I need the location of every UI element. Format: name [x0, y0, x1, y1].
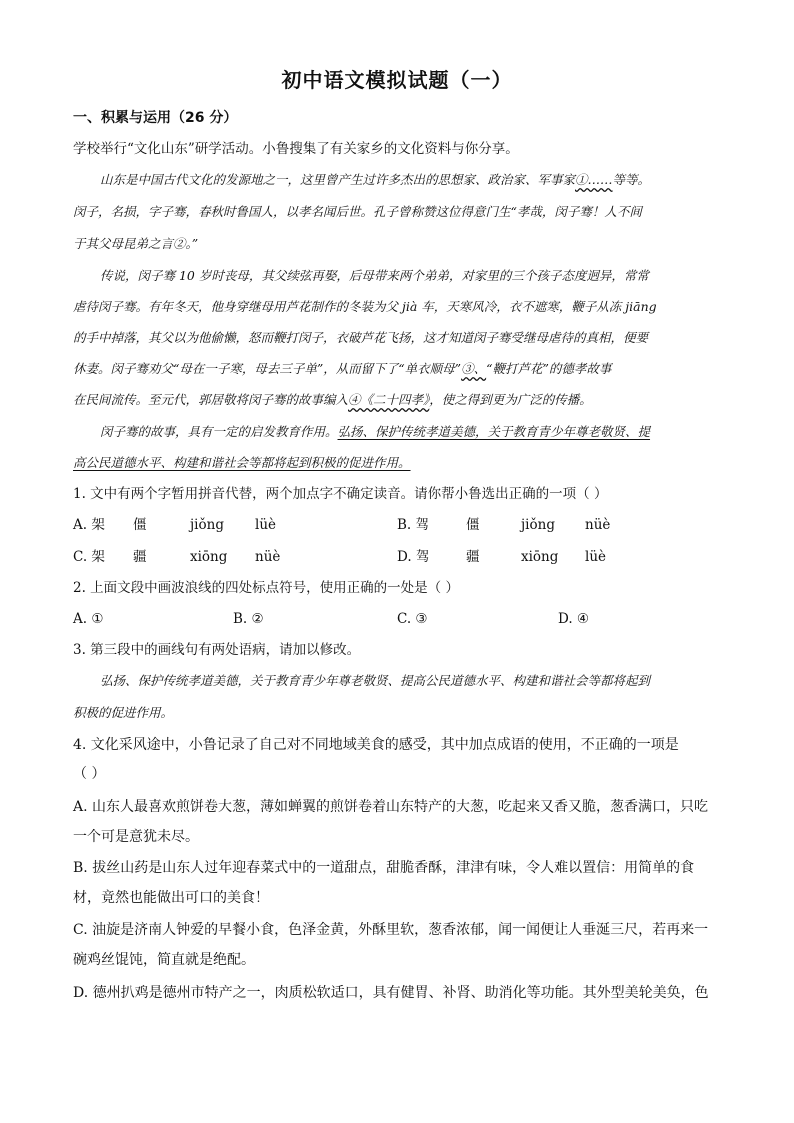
question-2-option-a: A. ①: [73, 611, 104, 627]
underlined-sentence: 高公民道德水平、构建和谐社会等都将起到积极的促进作用。: [73, 455, 411, 470]
question-3-stem: 3. 第三段中的画线句有两处语病，请加以修改。: [73, 642, 361, 658]
question-4-option-a: A. 山东人最喜欢煎饼卷大葱，薄如蝉翼的煎饼卷着山东特产的大葱，吃起来又香又脆，葱香满口，只吃: [73, 799, 709, 815]
question-2-option-d: D. ④: [558, 611, 590, 627]
question-2-stem: 2. 上面文段中画波浪线的四处标点符号，使用正确的一处是（ ）: [73, 580, 459, 596]
question-2-option-b: B. ②: [233, 611, 264, 627]
intro-text: 学校举行“文化山东”研学活动。小鲁搜集了有关家乡的文化资料与你分享。: [73, 141, 519, 157]
section-heading: 一、积累与运用（26 分）: [73, 110, 238, 126]
question-4-option-b: B. 拔丝山药是山东人过年迎春菜式中的一道甜点，甜脆香酥，津津有味，令人难以置信：用简单的食: [73, 860, 695, 876]
passage-line: 的手中掉落，其父以为他偷懒，怒而鞭打闵子，衣破芦花飞扬，这才知道闵子骞受继母虐待的真相，便要: [73, 330, 649, 345]
question-4-stem: 4. 文化采风途中，小鲁记录了自己对不同地域美食的感受，其中加点成语的使用，不正确的一项是: [73, 737, 679, 753]
passage-line: 闵子，名损，字子骞，春秋时鲁国人，以孝名闻后世。孔子曾称赞这位得意门生“孝哉，闵子骞！人不间: [73, 204, 642, 219]
wavy-punct-3: ③、: [461, 361, 487, 376]
passage-line: 于其父母昆弟之言②。”: [73, 236, 199, 251]
passage-line: 传说，闵子骞 10 岁时丧母，其父续弦再娶，后母带来两个弟弟，对家里的三个孩子态度迥异，常常: [100, 268, 649, 283]
question-4-stem: （ ）: [73, 766, 106, 782]
question-1-stem: 1. 文中有两个字暂用拼音代替，两个加点字不确定读音。请你帮小鲁选出正确的一项（ ）: [73, 486, 608, 502]
passage-line: 休妻。闵子骞劝父“母在一子寒，母去三子单”，从而留下了“单衣顺母”③、“鞭打芦花”的德孝故事: [73, 361, 612, 376]
wavy-punct-4: ④《二十四孝》: [348, 392, 430, 407]
page-title: 初中语文模拟试题（一）: [281, 68, 513, 92]
question-4-option-a-cont: 一个可是意犹未尽。: [73, 829, 199, 845]
question-2-option-c: C. ③: [397, 611, 428, 627]
question-4-option-c: C. 油旋是济南人钟爱的早餐小食，色泽金黄，外酥里软，葱香浓郁，闻一闻便让人垂涎三尺，若再来一: [73, 922, 709, 938]
passage-line: 山东是中国古代文化的发源地之一，这里曾产生过许多杰出的思想家、政治家、军事家①……等等。: [100, 172, 651, 187]
wavy-punct-1: ①……: [575, 172, 613, 187]
underlined-sentence: 弘扬、保护传统孝道美德，关于教育青少年尊老敬贤、提: [337, 424, 651, 439]
question-3-quote: 弘扬、保护传统孝道美德，关于教育青少年尊老敬贤、提高公民道德水平、构建和谐社会等都将起到: [100, 673, 651, 688]
exam-page: 初中语文模拟试题（一） 一、积累与运用（26 分） 学校举行“文化山东”研学活动。小鲁搜集了有关家乡的文化资料与你分享。 山东是中国古代文化的发源地之一，这里曾产生过许多杰出的思想家、政治家、军事家①……等等。 闵子，名损，字子骞，春秋时鲁国人，以孝名闻后世。孔子曾称赞这位得意门生“孝哉，闵子骞！人不间 于其父母昆弟之言②。” 传说，闵子骞 10 岁时丧母，其父续弦再娶，后母带来两个弟弟，对家里的三个孩子态度迥异，常常 虐待闵子骞。有年冬天，他身穿继母用芦花制作的冬装为父 jià 车，天寒风冷，衣不遮寒，鞭子从冻 jiāng 的手中掉落，其父以为他偷懒，怒而鞭打闵子，衣破芦花飞扬，这才知道闵子骞受继母虐待的真相，便要 休妻。闵子骞劝父“母在一子寒，母去三子单”，从而留下了“单衣顺母”③、“鞭打芦花”的德孝故事 在民间流传。至元代，郭居敬将闵子骞的故事编入④《二十四孝》，使之得到更为广泛的传播。 闵子骞的故事，具有一定的启发教育作用。弘扬、保护传统孝道美德，关于教育青少年尊老敬贤、提 高公民道德水平、构建和谐社会等都将起到积极的促进作用。 1. 文中有两个字暂用拼音代替，两个加点字不确定读音。请你帮小鲁选出正确的一项（ ） A. 架 僵 jiǒng lüè B. 驾 僵 jiǒng nüè C. 架 疆 xiōng nüè D. 驾 疆 xiōng lüè 2. 上面文段中画波浪线的四处标点符号，使用正确的一处是（ ） A. ① B. ② C. ③ D. ④ 3. 第三段中的画线句有两处语病，请加以修改。 弘扬、保护传统孝道美德，关于教育青少年尊老敬贤、提高公民道德水平、构建和谐社会等都将起到 积极的促进作用。 4. 文化采风途中，小鲁记录了自己对不同地域美食的感受，其中加点成语的使用，不正确的一项是 （ ） A. 山东人最喜欢煎饼卷大葱，薄如蝉翼的煎饼卷着山东特产的大葱，吃起来又香又脆，葱香满口，只吃 一个可是意犹未尽。 B. 拔丝山药是山东人过年迎春菜式中的一道甜点，甜脆香酥，津津有味，令人难以置信：用简单的食 材，竟然也能做出可口的美食！ C. 油旋是济南人钟爱的早餐小食，色泽金黄，外酥里软，葱香浓郁，闻一闻便让人垂涎三尺，若再来一 碗鸡丝馄饨，简直就是绝配。 D. 德州扒鸡是德州市特产之一，肉质松软适口，具有健胃、补肾、助消化等功能。其外型美轮美奂，色: [0, 0, 794, 1123]
passage-line: 在民间流传。至元代，郭居敬将闵子骞的故事编入④《二十四孝》，使之得到更为广泛的传播。: [73, 392, 592, 407]
passage-line: 闵子骞的故事，具有一定的启发教育作用。弘扬、保护传统孝道美德，关于教育青少年尊老敬贤、提: [100, 424, 651, 439]
question-4-option-b-cont: 材，竟然也能做出可口的美食！: [73, 890, 269, 906]
question-4-option-d: D. 德州扒鸡是德州市特产之一，肉质松软适口，具有健胃、补肾、助消化等功能。其外型美轮美奂，色: [73, 985, 709, 1001]
question-3-quote: 积极的促进作用。: [73, 705, 174, 720]
question-4-option-c-cont: 碗鸡丝馄饨，简直就是绝配。: [73, 952, 255, 968]
passage-line: 虐待闵子骞。有年冬天，他身穿继母用芦花制作的冬装为父 jià 车，天寒风冷，衣不遮寒，鞭子从冻 jiāng: [73, 299, 657, 314]
